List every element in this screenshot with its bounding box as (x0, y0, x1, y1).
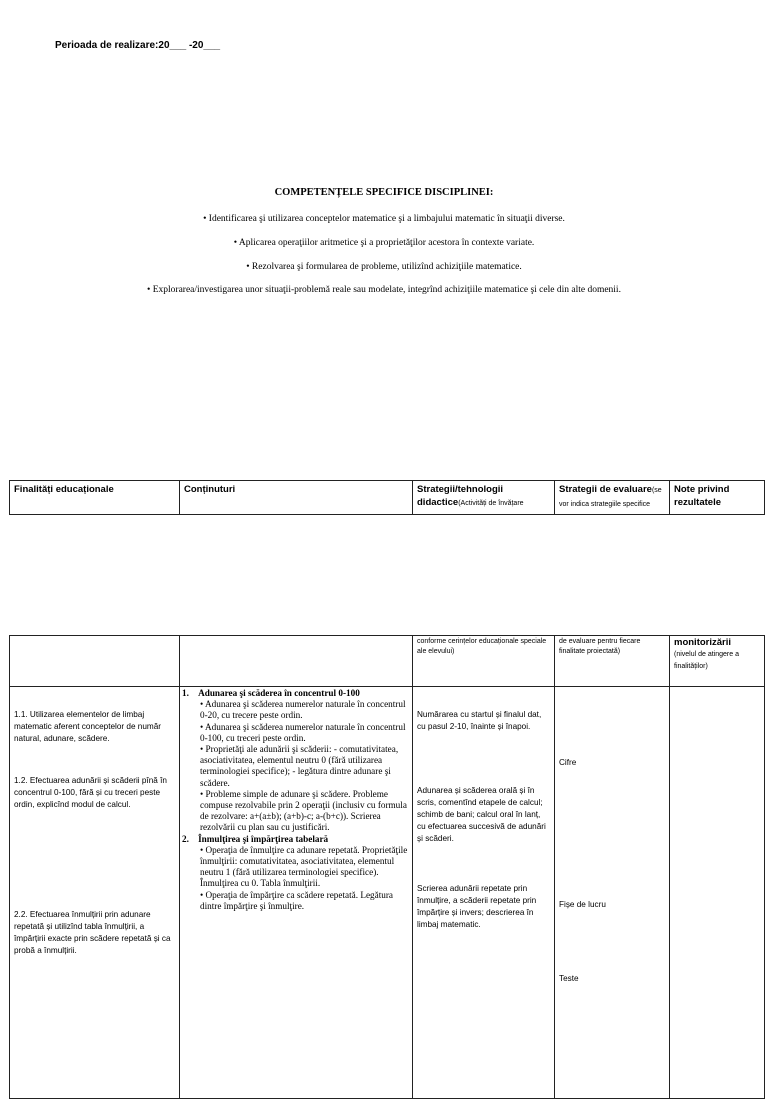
header-finalitati: Finalități educaționale (10, 481, 180, 515)
evaluare-item: Teste (559, 974, 579, 983)
content-item: • Adunarea şi scăderea numerelor naturale în concentrul 0-20, cu trecere peste ordin. (200, 699, 406, 721)
monitorizare-label: monitorizării (674, 637, 732, 648)
evaluare-item: Cifre (559, 758, 577, 767)
header-evaluare-main: Strategii de evaluare (559, 484, 652, 495)
strategii-cell (413, 687, 555, 1099)
competence-item: • Explorarea/investigarea unor situaţii-problemă reale sau modelate, integrînd achiziţiile matematice şi cele din alte domenii. (147, 285, 621, 295)
content-item: • Probleme simple de adunare şi scădere. Probleme compuse rezolvabile prin 2 operaţii (inclusiv cu formula de rezolvare: a+(a±b); (a+b)-c; a-(b+c)). Scrierea rezolvării cu plan sau cu justificări. (200, 788, 407, 833)
note-cell (670, 687, 765, 1099)
finalitate-item: 1.1. Utilizarea elementelor de limbaj matematic aferent conceptelor de număr natural, adunare, scădere. (14, 710, 161, 743)
competence-item: • Identificarea şi utilizarea conceptelor matematice şi a limbajului matematic în situaţii diverse. (203, 214, 565, 224)
content-item: • Operaţia de împărţire ca scădere repetată. Legătura dintre împărţire şi înmulţire. (200, 889, 393, 911)
strategie-item: Adunarea și scăderea orală și în scris, comentînd etapele de calcul; schimb de bani; calcul oral în lanț, cu efectuarea succesivă de adunări și scăderi. (417, 786, 546, 843)
competences-title: COMPETENȚELE SPECIFICE DISCIPLINEI: (274, 187, 494, 198)
header-strategii-didactice (413, 481, 555, 515)
finalitati-cell (10, 687, 180, 1099)
continuturi-cell (180, 687, 413, 1099)
finalitate-item: 2.2. Efectuarea înmulțirii prin adunare repetată și utilizînd tabla înmulțirii, a împărțirii exacte prin scădere repetată și ca probă a înmulțirii. (14, 910, 171, 955)
header-strategii-main: Strategii/tehnologii didactice (417, 484, 504, 508)
header-strategii-evaluare (555, 481, 670, 515)
evaluare-note-cont: de evaluare pentru fiecare finalitate proiectată) (555, 636, 670, 687)
curriculum-table (9, 635, 765, 1099)
evaluare-cell (555, 687, 670, 1099)
header-evaluare-note-b: vor indica strategiile specifice (559, 501, 651, 508)
competences-section (0, 187, 768, 295)
strategie-item: Scrierea adunării repetate prin înmulțire, a scăderii repetate prin împărțire și invers; descrierea în limbaj matematic. (417, 884, 537, 929)
content-item: • Adunarea şi scăderea numerelor naturale în concentrul 0-100, cu treceri peste ordin. (200, 721, 406, 743)
section-1 (182, 688, 408, 699)
evaluare-item: Fișe de lucru (559, 900, 606, 909)
header-evaluare-note-a: (se (651, 487, 662, 494)
strategii-note-cont: conforme cerințelor educaționale speciale ale elevului) (413, 636, 555, 687)
header-table (9, 480, 765, 515)
header-row (10, 481, 765, 515)
competence-item: • Aplicarea operaţiilor aritmetice şi a proprietăţilor acestora în contexte variate. (233, 238, 535, 248)
table-cell-empty (180, 636, 413, 687)
period-label: Perioada de realizare:20___ -20___ (55, 40, 221, 51)
content-item: • Proprietăţi ale adunării şi scăderii: - comutativitatea, asociativitatea, elementul neutru 0 (fără utilizarea terminologiei specifice); - legătura dintre adunare şi scădere. (200, 744, 399, 788)
finalitate-item: 1.2. Efectuarea adunării și scăderii pînă în concentrul 0-100, fără și cu treceri peste ordin, explicînd modul de calcul. (14, 776, 167, 809)
section-2-title: Înmulţirea şi împărţirea tabelară (198, 833, 329, 844)
section-2 (182, 833, 408, 845)
header-strategii-note: (Activități de învățare (458, 500, 524, 507)
table-cell-empty (10, 636, 180, 687)
header-continuturi: Conținuturi (180, 481, 413, 515)
section-2-number: 2. (182, 833, 189, 844)
strategie-item: Numărarea cu startul și finalul dat, cu pasul 2-10, înainte și înapoi. (417, 710, 542, 731)
header-note: Note privind rezultatele (670, 481, 765, 515)
table-row (10, 687, 765, 1099)
competence-item: • Rezolvarea şi formularea de probleme, utilizînd achiziţiile matematice. (246, 262, 522, 272)
note-cell (670, 636, 765, 687)
monitorizare-note: (nivelul de atingere a finalităților) (674, 651, 739, 670)
content-item: • Operaţia de înmulţire ca adunare repetată. Proprietăţile înmulţirii: comutativitatea, asociativitatea, elementul neutru 1 (fără utilizarea terminologiei specifice). Înmulţirea cu 0. Tabla înmulţirii. (200, 844, 408, 889)
table-row (10, 636, 765, 687)
section-1-title: Adunarea şi scăderea în concentrul 0-100 (198, 688, 360, 698)
section-1-number: 1. (182, 688, 189, 698)
